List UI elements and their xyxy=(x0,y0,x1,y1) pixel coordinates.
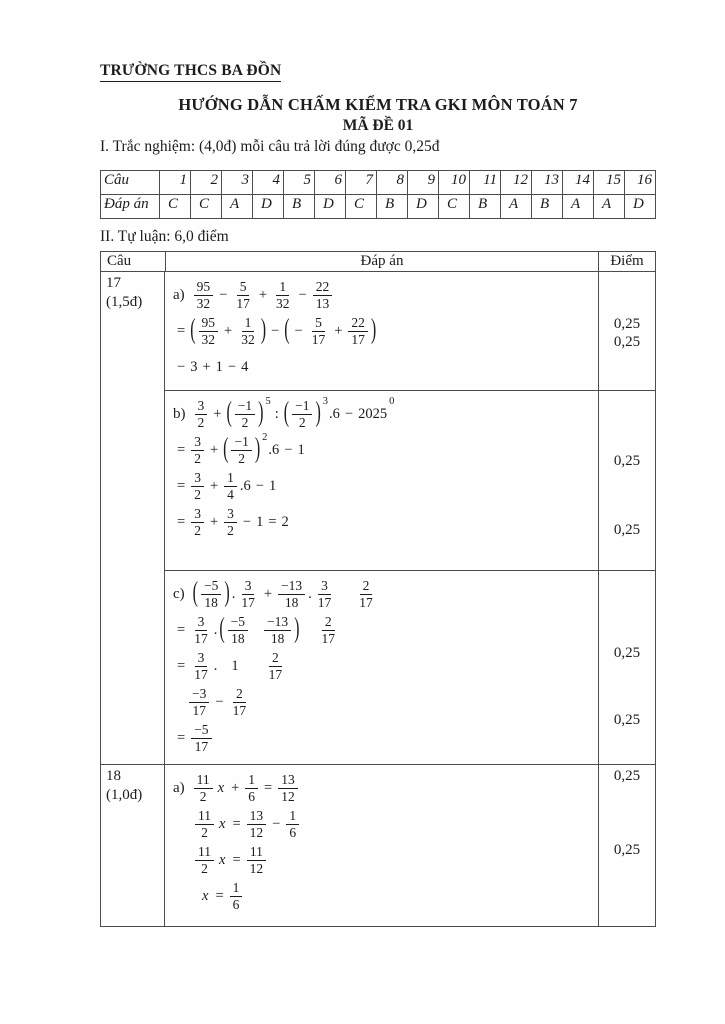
fraction-numerator: −5 xyxy=(191,722,211,738)
point-value: 0,25 xyxy=(613,453,641,469)
math-operator: = xyxy=(268,513,277,530)
fraction xyxy=(235,398,255,429)
right-paren: ) xyxy=(254,434,261,464)
fraction-denominator: 17 xyxy=(359,594,373,610)
mcq-answer-cell: B xyxy=(377,195,408,219)
math-operator: + xyxy=(209,441,219,458)
math-operator: = xyxy=(177,729,186,746)
points-cell xyxy=(598,272,655,390)
fraction xyxy=(278,772,298,803)
fraction xyxy=(195,398,208,429)
math-text: 1 xyxy=(231,657,239,674)
fraction-denominator: 2 xyxy=(194,522,201,538)
point-value: 0,25 xyxy=(613,842,641,858)
fraction xyxy=(230,686,250,717)
point-value: 0,25 xyxy=(613,522,641,538)
fraction-numerator: 3 xyxy=(195,614,208,630)
fraction-denominator: 18 xyxy=(231,630,245,646)
essay-answer-table xyxy=(100,251,656,927)
fraction-numerator: 5 xyxy=(237,279,250,295)
mcq-number-cell: 11 xyxy=(470,171,501,195)
fraction xyxy=(278,578,305,609)
math-operator: = xyxy=(177,513,186,530)
math-line xyxy=(173,721,596,755)
mcq-answer-cell: D xyxy=(408,195,439,219)
points-cell xyxy=(598,571,655,764)
school-name-text: TRƯỜNG THCS BA ĐỒN xyxy=(100,62,281,82)
math-operator: − xyxy=(215,693,224,710)
section2-heading: II. Tự luận: 6,0 điểm xyxy=(100,228,229,245)
math-operator: = xyxy=(177,477,186,494)
mcq-row-numbers xyxy=(101,171,656,195)
fraction xyxy=(191,434,204,465)
fraction-numerator: −5 xyxy=(228,614,248,630)
math-operator: − xyxy=(255,477,264,494)
fraction-denominator: 2 xyxy=(194,486,201,502)
fraction-denominator: 17 xyxy=(192,702,206,718)
fraction xyxy=(247,808,267,839)
essay-header-diem: Điểm xyxy=(598,252,655,271)
fraction-numerator: 3 xyxy=(191,470,204,486)
fraction-denominator: 17 xyxy=(241,594,255,610)
fraction-numerator: 3 xyxy=(191,506,204,522)
fraction xyxy=(318,614,338,645)
fraction-numerator: 3 xyxy=(224,506,237,522)
fraction-denominator: 2 xyxy=(227,522,234,538)
fraction-denominator: 17 xyxy=(321,630,335,646)
fraction xyxy=(309,315,329,346)
fraction-denominator: 12 xyxy=(249,824,264,840)
fraction-numerator: 11 xyxy=(195,844,214,860)
math-text: 1 xyxy=(256,513,264,530)
fraction xyxy=(238,578,258,609)
fraction-numerator: 1 xyxy=(224,470,237,486)
math-operator: − xyxy=(219,286,228,303)
fraction-denominator: 2 xyxy=(197,414,205,430)
fraction-denominator: 17 xyxy=(194,666,208,682)
right-paren: ) xyxy=(224,578,230,608)
mcq-answer-cell: A xyxy=(222,195,253,219)
fraction-numerator: 11 xyxy=(247,844,266,860)
fraction-denominator: 17 xyxy=(232,702,247,718)
math-text: 1 xyxy=(268,477,277,494)
math-line xyxy=(173,350,596,384)
math-operator: = xyxy=(264,779,273,796)
mcq-answer-cell: D xyxy=(253,195,284,219)
math-line xyxy=(173,771,596,805)
mcq-number-cell: 9 xyxy=(408,171,439,195)
math-operator: + xyxy=(263,585,272,602)
math-operator: − xyxy=(271,322,280,339)
math-operator: − xyxy=(242,513,252,530)
fraction-denominator: 32 xyxy=(196,295,211,311)
fraction-denominator: 2 xyxy=(238,450,246,466)
fraction-numerator: 1 xyxy=(230,880,243,896)
right-paren: ) xyxy=(260,315,267,345)
part-label: c) xyxy=(173,585,185,602)
fraction-denominator: 32 xyxy=(201,331,216,347)
mcq-answer-table xyxy=(100,170,656,219)
fraction-denominator: 17 xyxy=(236,295,250,311)
math-line xyxy=(173,469,596,503)
mcq-answer-cell: B xyxy=(284,195,315,219)
fraction-numerator: 11 xyxy=(194,772,213,788)
fraction-numerator: 1 xyxy=(245,772,258,788)
fraction-numerator: −13 xyxy=(264,614,291,630)
exponent: 5 xyxy=(265,395,271,407)
math-variable: x xyxy=(217,779,225,796)
fraction-denominator: 2 xyxy=(194,450,201,466)
point-value: 0,25 xyxy=(613,645,641,661)
fraction xyxy=(195,844,214,875)
fraction xyxy=(292,398,312,429)
essay-table-header xyxy=(101,252,655,272)
mcq-answer-cell: C xyxy=(439,195,470,219)
right-paren: ) xyxy=(294,614,300,644)
fraction-denominator: 17 xyxy=(351,331,365,347)
fraction-numerator: 2 xyxy=(360,578,373,594)
mcq-number-cell: 12 xyxy=(501,171,532,195)
math-line xyxy=(173,505,596,539)
math-operator: − xyxy=(272,815,281,832)
fraction-denominator: 13 xyxy=(315,295,330,311)
fraction xyxy=(191,470,204,501)
question-number: 17 xyxy=(106,275,121,291)
mcq-number-cell: 5 xyxy=(284,171,315,195)
math-line xyxy=(173,807,596,841)
math-text: 2 xyxy=(281,513,289,530)
math-lines xyxy=(165,571,598,764)
math-operator: = xyxy=(232,815,241,832)
math-operator: = xyxy=(177,322,186,339)
fraction-numerator: 2 xyxy=(269,650,282,666)
fraction-numerator: 1 xyxy=(286,808,299,824)
math-line xyxy=(173,314,596,348)
math-text: 1 xyxy=(215,358,223,375)
math-text: 1 xyxy=(297,441,305,458)
mcq-number-cell: 13 xyxy=(532,171,563,195)
essay-row xyxy=(101,764,655,926)
fraction-denominator: 17 xyxy=(194,630,208,646)
fraction-numerator: 13 xyxy=(278,772,298,788)
math-operator: = xyxy=(215,887,224,904)
math-operator: − xyxy=(294,322,303,339)
fraction xyxy=(233,279,253,310)
point-value: 0,25 xyxy=(613,334,641,350)
fraction xyxy=(194,279,214,310)
fraction-numerator: 3 xyxy=(195,650,208,666)
essay-table-body xyxy=(101,272,655,926)
fraction xyxy=(348,315,368,346)
fraction xyxy=(264,614,291,645)
math-operator: = xyxy=(177,441,186,458)
math-operator: + xyxy=(213,405,222,422)
math-text: 3 xyxy=(190,358,198,375)
math-text: . xyxy=(213,621,218,638)
mcq-number-cell: 15 xyxy=(594,171,625,195)
math-operator: + xyxy=(209,513,219,530)
answer-section xyxy=(165,390,655,570)
fraction-numerator: 3 xyxy=(242,578,255,594)
math-operator: = xyxy=(177,621,186,638)
left-paren: ( xyxy=(226,398,232,428)
math-operator: + xyxy=(202,358,211,375)
question-cell xyxy=(101,765,165,926)
question-number: 18 xyxy=(106,768,121,784)
question-cell xyxy=(101,272,165,764)
fraction xyxy=(313,279,333,310)
point-value: 0,25 xyxy=(613,768,641,784)
left-paren: ( xyxy=(192,578,198,608)
fraction-denominator: 17 xyxy=(268,666,283,682)
fraction-denominator: 6 xyxy=(232,896,240,912)
fraction-numerator: −3 xyxy=(189,686,209,702)
point-value: 0,25 xyxy=(613,316,641,332)
fraction-numerator: 22 xyxy=(313,279,333,295)
mcq-number-cell: 16 xyxy=(625,171,656,195)
mcq-answer-cell: C xyxy=(160,195,191,219)
fraction-denominator: 2 xyxy=(199,788,207,804)
fraction-denominator: 2 xyxy=(298,414,306,430)
math-text: .6 xyxy=(268,441,280,458)
part-label: a) xyxy=(173,286,185,303)
math-operator: : xyxy=(274,405,279,422)
fraction xyxy=(245,772,258,803)
fraction xyxy=(230,880,243,911)
fraction-denominator: 32 xyxy=(276,295,290,311)
mcq-answer-cell: B xyxy=(532,195,563,219)
point-value: 0,25 xyxy=(613,712,641,728)
exponent: 0 xyxy=(389,395,395,407)
mcq-number-cell: 2 xyxy=(191,171,222,195)
fraction-numerator: 3 xyxy=(195,398,208,414)
right-paren: ) xyxy=(258,398,264,428)
fraction-denominator: 12 xyxy=(281,788,295,804)
question-points-label: (1,5đ) xyxy=(106,293,143,310)
left-paren: ( xyxy=(223,434,229,464)
fraction-denominator: 2 xyxy=(241,414,249,430)
math-line xyxy=(173,397,596,431)
question-points-label: (1,0đ) xyxy=(106,786,143,803)
math-variable: x xyxy=(219,815,226,832)
math-line xyxy=(173,879,596,913)
essay-row xyxy=(101,272,655,764)
math-line xyxy=(173,278,596,312)
math-operator: + xyxy=(334,322,343,339)
math-text: 2025 xyxy=(358,405,388,422)
fraction xyxy=(315,578,335,609)
fraction-denominator: 2 xyxy=(201,824,208,840)
fraction-denominator: 18 xyxy=(270,630,285,646)
fraction-denominator: 4 xyxy=(227,486,234,502)
math-line xyxy=(173,433,596,467)
math-line xyxy=(173,843,596,877)
fraction xyxy=(224,506,237,537)
fraction xyxy=(231,434,251,465)
fraction xyxy=(195,808,214,839)
math-operator: + xyxy=(224,322,233,339)
mcq-number-cell: 7 xyxy=(346,171,377,195)
math-operator: + xyxy=(209,477,219,494)
mcq-row-answers xyxy=(101,195,656,219)
fraction-denominator: 32 xyxy=(241,331,255,347)
mcq-answer-cell: C xyxy=(191,195,222,219)
mcq-answer-cell: B xyxy=(470,195,501,219)
mcq-answer-cell: D xyxy=(625,195,656,219)
fraction-denominator: 18 xyxy=(284,594,299,610)
fraction-numerator: 13 xyxy=(247,808,267,824)
fraction xyxy=(238,315,258,346)
fraction-denominator: 2 xyxy=(201,860,208,876)
fraction xyxy=(201,578,221,609)
fraction-numerator: 2 xyxy=(233,686,246,702)
points-cell xyxy=(598,765,655,926)
left-paren: ( xyxy=(283,398,290,428)
fraction xyxy=(191,506,204,537)
mcq-number-cell: 3 xyxy=(222,171,253,195)
mcq-number-cell: 8 xyxy=(377,171,408,195)
fraction xyxy=(191,650,211,681)
fraction-numerator: −13 xyxy=(278,578,305,594)
math-variable: x xyxy=(219,851,226,868)
fraction-numerator: −1 xyxy=(292,398,312,414)
fraction xyxy=(189,686,209,717)
fraction-denominator: 17 xyxy=(317,594,332,610)
math-line xyxy=(173,577,596,611)
math-variable: x xyxy=(202,887,209,904)
document-title: HƯỚNG DẪN CHẤM KIỂM TRA GKI MÔN TOÁN 7 xyxy=(178,95,578,114)
mcq-answer-cell: A xyxy=(501,195,532,219)
answer-section xyxy=(165,570,655,764)
left-paren: ( xyxy=(284,315,290,345)
fraction-numerator: 1 xyxy=(242,315,255,331)
mcq-answer-cell: C xyxy=(346,195,377,219)
right-paren: ) xyxy=(370,315,377,345)
math-text: .6 xyxy=(329,405,340,422)
math-operator: + xyxy=(258,286,268,303)
fraction-numerator: −1 xyxy=(231,434,251,450)
left-paren: ( xyxy=(219,614,225,644)
fraction-denominator: 6 xyxy=(289,824,297,840)
mcq-number-cell: 14 xyxy=(563,171,594,195)
fraction-numerator: 95 xyxy=(194,279,214,295)
mcq-number-cell: 4 xyxy=(253,171,284,195)
math-line xyxy=(173,685,596,719)
math-text: . xyxy=(231,585,236,602)
math-lines xyxy=(165,391,598,570)
fraction xyxy=(286,808,299,839)
math-text: . xyxy=(213,657,218,674)
part-label: a) xyxy=(173,779,185,796)
fraction-numerator: 95 xyxy=(199,315,219,331)
math-operator: = xyxy=(177,657,186,674)
mcq-row1-label: Câu xyxy=(101,171,160,195)
mcq-answer-cell: D xyxy=(315,195,346,219)
math-text: .6 xyxy=(239,477,251,494)
fraction-numerator: −1 xyxy=(235,398,255,414)
math-operator: = xyxy=(232,851,241,868)
math-operator: − xyxy=(284,441,293,458)
answer-sections xyxy=(165,272,655,764)
fraction-numerator: −5 xyxy=(201,578,221,594)
fraction xyxy=(199,315,219,346)
fraction xyxy=(273,279,293,310)
math-line xyxy=(173,613,596,647)
fraction xyxy=(224,470,237,501)
math-operator: − xyxy=(344,405,354,422)
part-label: b) xyxy=(173,405,186,422)
fraction xyxy=(247,844,267,875)
math-operator: − xyxy=(177,358,186,375)
mcq-number-cell: 1 xyxy=(160,171,191,195)
fraction xyxy=(191,614,211,645)
fraction-denominator: 6 xyxy=(248,788,256,804)
answer-section xyxy=(165,765,655,926)
math-line xyxy=(173,649,596,683)
exponent: 2 xyxy=(262,431,268,443)
mcq-answer-cell: A xyxy=(594,195,625,219)
fraction xyxy=(228,614,248,645)
math-lines xyxy=(165,272,598,390)
mcq-number-cell: 6 xyxy=(315,171,346,195)
fraction xyxy=(266,650,286,681)
exponent: 3 xyxy=(322,395,329,407)
exam-code: MÃ ĐỀ 01 xyxy=(342,117,414,134)
fraction-numerator: 5 xyxy=(312,315,325,331)
section1-heading: I. Trắc nghiệm: (4,0đ) mỗi câu trả lời đúng được 0,25đ xyxy=(100,138,440,155)
fraction-numerator: 22 xyxy=(348,315,368,331)
math-operator: + xyxy=(231,779,240,796)
math-operator: − xyxy=(227,358,237,375)
fraction-numerator: 3 xyxy=(318,578,331,594)
right-paren: ) xyxy=(315,398,321,428)
fraction xyxy=(191,722,211,753)
mcq-row2-label: Đáp án xyxy=(101,195,160,219)
fraction-denominator: 17 xyxy=(194,738,209,754)
math-operator: − xyxy=(298,286,307,303)
answer-section xyxy=(165,272,655,390)
math-text: 4 xyxy=(241,358,249,375)
fraction-numerator: 1 xyxy=(276,279,289,295)
fraction-denominator: 12 xyxy=(249,860,264,876)
fraction-numerator: 3 xyxy=(191,434,204,450)
essay-header-cau: Câu xyxy=(101,252,166,271)
fraction-denominator: 18 xyxy=(204,594,218,610)
math-lines xyxy=(165,765,598,926)
fraction xyxy=(356,578,376,609)
essay-header-dapan: Đáp án xyxy=(360,253,404,269)
mcq-number-cell: 10 xyxy=(439,171,470,195)
fraction xyxy=(194,772,213,803)
points-cell xyxy=(598,391,655,570)
fraction-numerator: 11 xyxy=(195,808,214,824)
math-text: . xyxy=(308,585,312,602)
answer-sections xyxy=(165,765,655,926)
fraction-denominator: 17 xyxy=(311,331,326,347)
school-name xyxy=(100,62,656,82)
left-paren: ( xyxy=(190,315,196,345)
fraction-numerator: 2 xyxy=(322,614,335,630)
mcq-answer-cell: A xyxy=(563,195,594,219)
